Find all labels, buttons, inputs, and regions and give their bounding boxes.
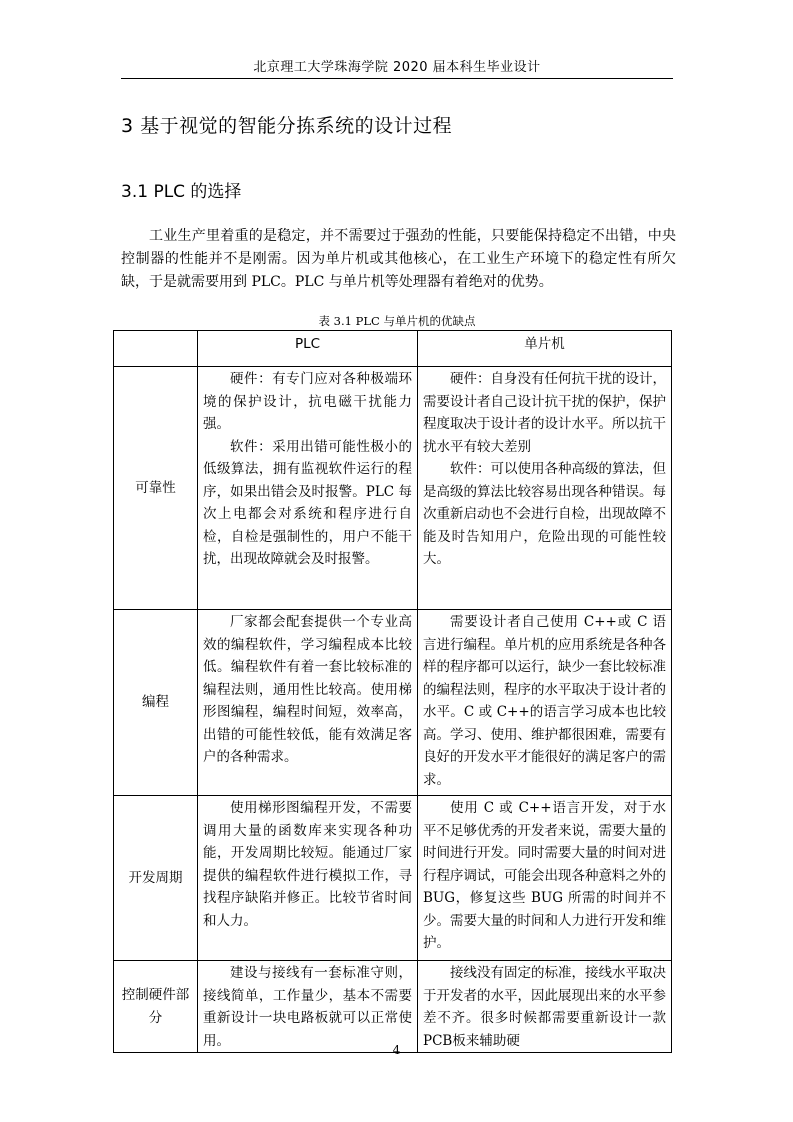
header-rule (121, 78, 673, 79)
comparison-table (113, 330, 672, 1053)
plc-reliability-cell (198, 367, 418, 610)
plc-hardware-control-cell (198, 961, 418, 1053)
plc-reliability-software: 软件：采用出错可能性极小的低级算法，拥有监视软件运行的程序，如果出错会及时报警。PLC 每次上电都会对系统和程序进行自检，自检是强制性的，用户不能干扰，出现故障就会及时报警。 (203, 438, 412, 567)
row-label-reliability: 可靠性 (114, 367, 198, 610)
mcu-dev-cycle-cell (418, 796, 672, 961)
mcu-reliability-hardware: 硬件：自身没有任何抗干扰的设计，需要设计者自己设计抗干扰的保护，保护程度取决于设计者的设计水平。所以抗干扰水平有较大差别 (423, 371, 666, 455)
mcu-programming-text: 需要设计者自己使用 C++或 C 语言进行编程。单片机的应用系统是各种各样的程序都可以运行，缺少一套比较标准的编程法则，程序的水平取决于设计者的水平。C 或 C++的语言学习成本也比较高。学习、使用、维护都很困难，需要有良好的开发水平才能很好的满足客户的需求。 (423, 614, 666, 788)
plc-programming-text: 厂家都会配套提供一个专业高效的编程软件，学习编程成本比较低。编程软件有着一套比较标准的编程法则，通用性比较高。使用梯形图编程，编程时间短，效率高，出错的可能性较低，能有效满足客户的各种需求。 (203, 614, 412, 765)
mcu-dev-cycle-text: 使用 C 或 C++语言开发，对于水平不足够优秀的开发者来说，需要大量的时间进行开发。同时需要大量的时间对进行程序调试，可能会出现各种意料之外的 BUG，修复这些 BUG 所需的时间并不少。需要大量的时间和人力进行开发和维护。 (423, 800, 666, 951)
row-label-hardware-control: 控制硬件部分 (114, 961, 198, 1053)
row-label-programming: 编程 (114, 610, 198, 796)
plc-hardware-control-text: 建设与接线有一套标准守则，接线简单，工作量少，基本不需要重新设计一块电路板就可以正常使用。 (203, 965, 412, 1049)
mcu-reliability-cell (418, 367, 672, 610)
row-label-dev-cycle: 开发周期 (114, 796, 198, 961)
column-header-plc: PLC (198, 331, 418, 367)
table-row (114, 796, 672, 961)
table-row (114, 961, 672, 1053)
plc-dev-cycle-cell (198, 796, 418, 961)
intro-paragraph: 工业生产里着重的是稳定，并不需要过于强劲的性能，只要能保持稳定不出错，中央控制器的性能并不是刚需。因为单片机或其他核心，在工业生产环境下的稳定性有所欠缺，于是就需要用到 PLC。PLC 与单片机等处理器有着绝对的优势。 (121, 228, 676, 290)
mcu-hardware-control-cell (418, 961, 672, 1053)
table-caption: 表 3.1 PLC 与单片机的优缺点 (318, 314, 476, 328)
section-title: 3.1 PLC 的选择 (121, 182, 242, 202)
table-row (114, 610, 672, 796)
plc-programming-cell (198, 610, 418, 796)
table-header-row (114, 331, 672, 367)
column-header-empty (114, 331, 198, 367)
mcu-programming-cell (418, 610, 672, 796)
chapter-title: 3 基于视觉的智能分拣系统的设计过程 (121, 115, 453, 137)
plc-reliability-hardware: 硬件：有专门应对各种极端环境的保护设计，抗电磁干扰能力强。 (203, 371, 412, 432)
mcu-reliability-software: 软件：可以使用各种高级的算法，但是高级的算法比较容易出现各种错误。每次重新启动也不会进行自检，出现故障不能及时告知用户，危险出现的可能性较大。 (423, 461, 666, 567)
page-header: 北京理工大学珠海学院 2020 届本科生毕业设计 (253, 60, 541, 75)
page-number: 4 (392, 1043, 401, 1057)
mcu-hardware-control-text: 接线没有固定的标准，接线水平取决于开发者的水平，因此展现出来的水平参差不齐。很多时候都需要重新设计一款PCB板来辅助硬 (423, 965, 666, 1049)
table-row (114, 367, 672, 610)
column-header-mcu: 单片机 (418, 331, 672, 367)
plc-dev-cycle-text: 使用梯形图编程开发，不需要调用大量的函数库来实现各种功能，开发周期比较短。能通过厂家提供的编程软件进行模拟工作，寻找程序缺陷并修正。比较节省时间和人力。 (203, 800, 412, 929)
